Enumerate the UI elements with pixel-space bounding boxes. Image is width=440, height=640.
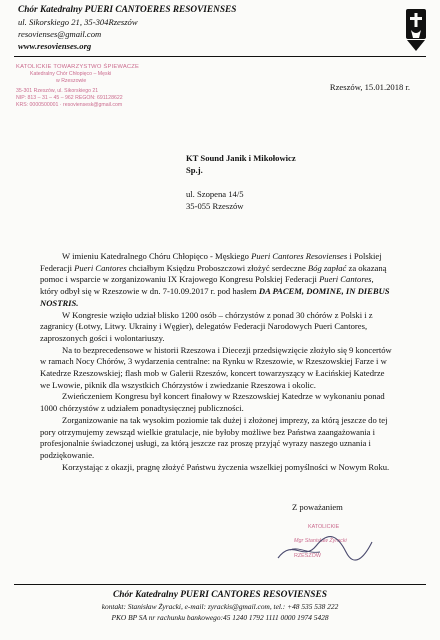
stamp-line: RZESZÓW [294, 553, 321, 559]
addressee-name: KT Sound Janik i Mikołowicz [186, 153, 296, 163]
addressee-company-type: Sp.j. [186, 165, 203, 175]
letterhead-title: Chór Katedralny PUERI CANTOERES RESOVIENSES [18, 5, 237, 15]
addressee-block [186, 152, 296, 212]
stamp-line: Mgr Stanisław Żyracki [294, 538, 347, 544]
choir-logo-icon [404, 8, 428, 52]
letterhead-website: www.resovienses.org [18, 41, 92, 51]
closing-salutation: Z poważaniem [292, 502, 343, 512]
letterhead-email: resovienses@gmail.com [18, 29, 102, 39]
paragraph-5: Zorganizowanie na tak wysokim poziomie tak dużej i złożonej imprezy, za którą jeszcze do tej pory otrzymujemy zewsząd wielkie gratulacje, nie byłoby możliwe bez Państwa zaangażowania i profesjonalnie świadczonej usługi, za którą jeszcze raz proszę przyjąć wyrazy naszego uznania i podziękowanie. [40, 414, 388, 460]
stamp-line: 35-301 Rzeszów, ul. Sikorskiego 21 [16, 88, 99, 94]
paragraph-1: W imieniu Katedralnego Chóru Chłopięco - Męskiego Pueri Cantores Resovienses i Polskiej Federacji Pueri Cantores chciałbym Księdzu Proboszczowi złożyć serdeczne Bóg zapłać za okazaną pomoc i wsparcie w zorganizowaniu IX Krajowego Kongresu Polskiej Federacji Pueri Cantores, który odbył się w Rzeszowie w dn. 7-10.09.2017 r. pod hasłem DA PACEM, DOMINE, IN DIEBUS NOSTRIS. [40, 251, 390, 308]
paragraph-4: Zwieńczeniem Kongresu był koncert finałowy w Rzeszowskiej Katedrze w wykonaniu ponad 1000 chórzystów z udziałem ponadtysięcznej publiczności. [40, 391, 385, 414]
stamp-line: KATOLICKIE [308, 524, 340, 530]
addressee-city: 35-055 Rzeszów [186, 201, 244, 211]
stamp-line: KATOLICKIE TOWARZYSTWO ŚPIEWACZE [16, 64, 140, 70]
letter-body [40, 251, 392, 473]
letterhead-address: ul. Sikorskiego 21, 35-304Rzeszów [18, 17, 138, 27]
paragraph-3: Na to bezprecedensowe w historii Rzeszowa i Diecezji przedsięwzięcie złożyło się 9 koncertów w ramach Nocy Chórów, 3 wydarzenia centralne: na Rynku w Rzeszowie, w Rzeszowskiej Farze i w Katedrze Rzeszowskiej; flash mob w Galerii Rzeszów, koncert towarzyszący w Łacińskiej Katedrze we Lwowie, piknik dla wszystkich Chórzystów i zwiedzanie Rzeszowa i okolic. [40, 344, 392, 390]
stamp-line: KRS: 0000500001 · resoviensesk@gmail.com [16, 102, 123, 108]
stamp-line: Katedralny Chór Chłopięco – Męski [30, 71, 112, 77]
letter-footer [0, 588, 440, 623]
paragraph-6: Korzystając z okazji, pragnę złożyć Państwu życzenia wszelkiej pomyślności w Nowym Roku. [62, 461, 390, 472]
association-stamp [16, 64, 154, 109]
signature-icon [268, 528, 378, 568]
letterhead [18, 4, 398, 52]
footer-title: Chór Katedralny PUERI CANTORES RESOVIENSES [113, 590, 327, 600]
letter-date: Rzeszów, 15.01.2018 r. [329, 82, 410, 92]
paragraph-2: W Kongresie wzięło udział blisko 1200 osób – chórzystów z ponad 30 chórów z Polski i z zagranicy (Łotwy, Litwy. Ukrainy i Węgier), delegatów Federacji Narodowych Pueri Cantores, zaproszonych gości i wolontariuszy. [40, 309, 373, 343]
footer-divider [14, 584, 426, 585]
footer-bank: PKO BP SA nr rachunku bankowego:45 1240 1792 1111 0000 1974 5428 [111, 612, 329, 622]
stamp-line: w Rzeszowie [56, 78, 87, 84]
stamp-line: NIP: 813 – 31 – 45 – 962 REGON: 691128622 [16, 95, 123, 101]
signature-stamp [268, 524, 378, 570]
header-divider [14, 56, 426, 57]
addressee-street: ul. Szopena 14/5 [186, 189, 244, 199]
footer-contact: kontakt: Stanisław Żyracki, e-mail: zyrackis@gmail.com, tel.: +48 535 538 222 [101, 602, 339, 611]
